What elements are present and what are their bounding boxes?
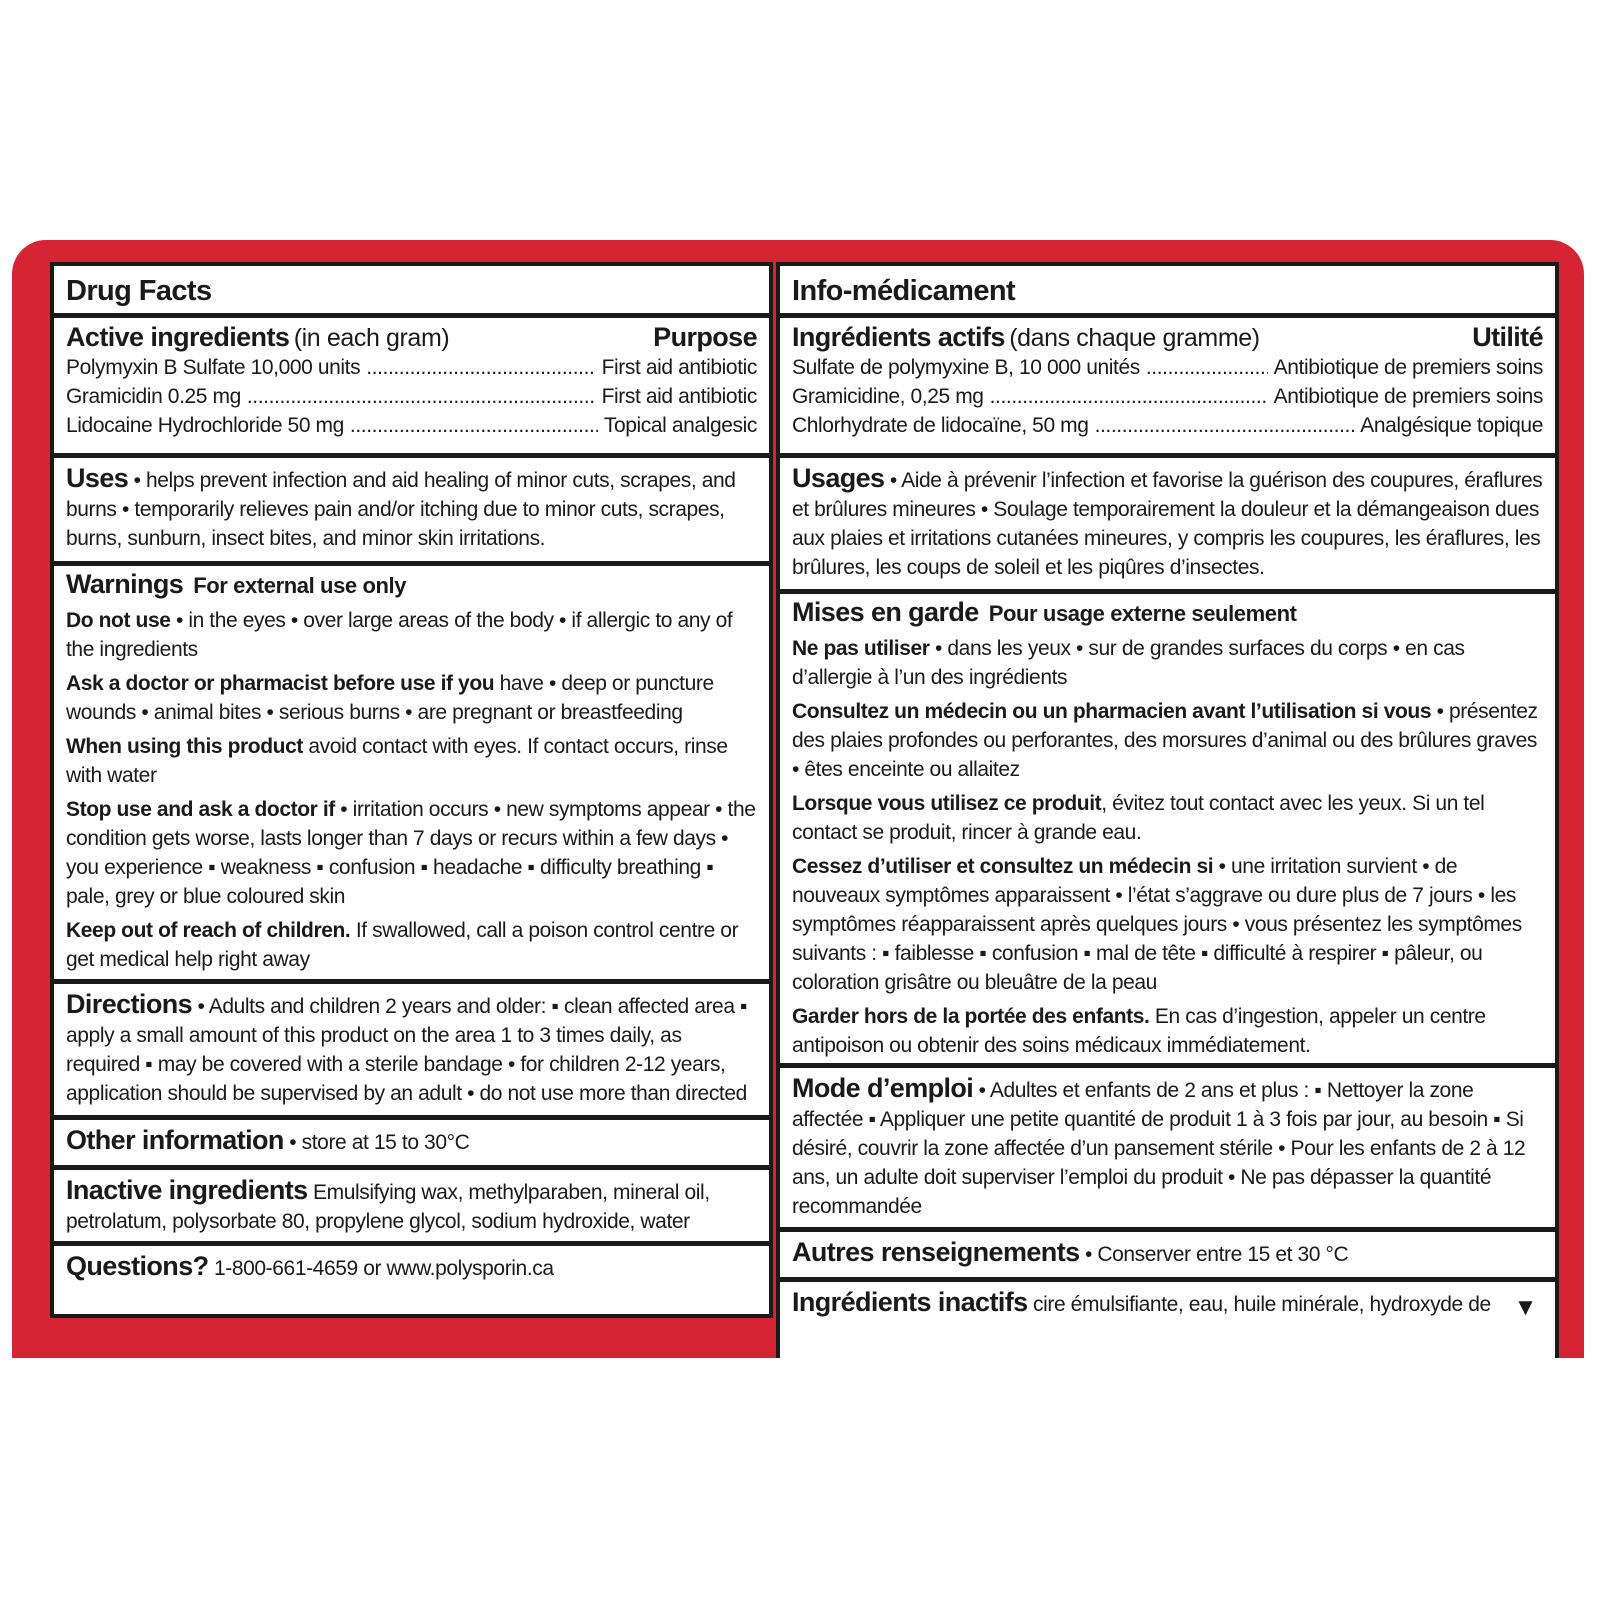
ingredient-name: Sulfate de polymyxine B, 10 000 unités — [792, 356, 1140, 379]
drug-facts-panel-fr — [776, 262, 1559, 1358]
directions-section — [54, 984, 769, 1120]
purpose-label: Purpose — [653, 322, 757, 352]
inactive-heading: Ingrédients inactifs — [792, 1287, 1028, 1317]
ingredient-row — [66, 411, 757, 440]
stop-use-label: Stop use and ask a doctor if — [66, 798, 335, 821]
questions-heading: Questions? — [66, 1251, 209, 1281]
inactive-ingredients-section — [54, 1170, 769, 1246]
other-text: • Conserver entre 15 et 30 °C — [1084, 1243, 1349, 1266]
do-not-use-text: • dans les yeux • sur de grandes surfaces du corps • en cas d’allergie à l’un des ingrédients — [792, 637, 1465, 689]
do-not-use-label: Ne pas utiliser — [792, 637, 930, 660]
purpose-label: Utilité — [1472, 322, 1543, 352]
other-heading: Other information — [66, 1125, 284, 1155]
warnings-section-fr — [780, 594, 1555, 1068]
warnings-heading: Mises en garde — [792, 597, 979, 627]
active-heading-note: (in each gram) — [293, 324, 450, 352]
warnings-section — [54, 566, 769, 984]
ingredient-name: Gramicidin 0.25 mg — [66, 385, 241, 408]
keep-out-text: En cas d’ingestion, appeler un centre antipoison ou obtenir des soins médicaux immédiatement. — [792, 1005, 1486, 1057]
other-text: • store at 15 to 30°C — [289, 1131, 470, 1154]
ingredient-purpose: Topical analgesic — [603, 414, 757, 437]
uses-section — [54, 458, 769, 566]
other-information-section — [54, 1120, 769, 1170]
ingredient-row — [66, 353, 757, 382]
ingredient-purpose: Antibiotique de premiers soins — [1273, 356, 1543, 379]
when-using-label: Lorsque vous utilisez ce produit — [792, 792, 1102, 815]
title-section-fr — [780, 266, 1555, 318]
active-heading: Ingrédients actifs — [792, 322, 1005, 352]
other-information-section-fr — [780, 1232, 1555, 1282]
package-back — [12, 240, 1584, 1358]
warnings-heading: Warnings — [66, 569, 184, 599]
directions-text: • Adultes et enfants de 2 ans et plus : ▪ Nettoyer la zone affectée ▪ Appliquer une petite quantité de produit 1 à 3 fois par jour, au besoin ▪ Si désiré, couvrir la zone affectée d’un pansement stérile • Pour les enfants de 2 à 12 ans, un adulte doit superviser l’emploi du produit • Ne pas dépasser la quantité recommandée — [792, 1079, 1526, 1218]
ingredient-row — [792, 382, 1543, 411]
continue-arrow-icon: ▼ — [1513, 1294, 1537, 1321]
ingredient-row — [792, 411, 1543, 440]
uses-text: • Aide à prévenir l’infection et favorise la guérison des coupures, éraflures et brûlures mineures • Soulage temporairement la douleur et la démangeaison dues aux plaies et irritations cutanées mineures, y compris les coupures, les éraflures, les brûlures, les coups de soleil et les piqûres d’insectes. — [792, 469, 1543, 579]
other-heading: Autres renseignements — [792, 1237, 1080, 1267]
title-section-en — [54, 266, 769, 318]
drug-facts-panel-en — [50, 262, 773, 1318]
keep-out-text: If swallowed, call a poison control centre or get medical help right away — [66, 919, 739, 971]
active-ingredients-section — [54, 318, 769, 458]
ingredient-name: Chlorhydrate de lidocaïne, 50 mg — [792, 414, 1089, 437]
warnings-subheading: For external use only — [193, 573, 407, 598]
keep-out-label: Keep out of reach of children. — [66, 919, 351, 942]
stop-use-label: Cessez d’utiliser et consultez un médecin si — [792, 855, 1214, 878]
panel-title: Drug Facts — [66, 275, 212, 307]
inactive-heading: Inactive ingredients — [66, 1175, 308, 1205]
directions-text: • Adults and children 2 years and older: ▪ clean affected area ▪ apply a small amount of this product on the area 1 to 3 times daily, as required ▪ may be covered with a sterile bandage • for children 2-12 years, application should be supervised by an adult • do not use more than directed — [66, 995, 748, 1105]
when-using-label: When using this product — [66, 735, 303, 758]
ingredient-name: Gramicidine, 0,25 mg — [792, 385, 984, 408]
uses-heading: Usages — [792, 463, 885, 493]
warnings-subheading: Pour usage externe seulement — [988, 601, 1297, 626]
when-using-text: , évitez tout contact avec les yeux. Si un tel contact se produit, rincer à grande eau. — [792, 792, 1485, 844]
stop-use-text: • irritation occurs • new symptoms appear • the condition gets worse, lasts longer than 7 days or recurs within a few days • you experience ▪ weakness ▪ confusion ▪ headache ▪ difficulty breathing ▪ pale, grey or blue coloured skin — [66, 798, 756, 908]
stop-use-text: • une irritation survient • de nouveaux symptômes apparaissent • l’état s’aggrave ou dure plus de 7 jours • les symptômes réapparaissent après quelques jours • vous présentez les symptômes suivants : ▪ faiblesse ▪ confusion ▪ mal de tête ▪ difficulté à respirer ▪ pâleur, ou coloration grisâtre ou bleuâtre de la peau — [792, 855, 1522, 994]
questions-section — [54, 1246, 769, 1300]
uses-heading: Uses — [66, 463, 129, 493]
ask-doctor-text: • présentez des plaies profondes ou perforantes, des morsures d’animal ou des brûlures graves • êtes enceinte ou allaitez — [792, 700, 1538, 781]
questions-text: 1-800-661-4659 or www.polysporin.ca — [213, 1257, 554, 1280]
ingredient-purpose: Antibiotique de premiers soins — [1273, 385, 1543, 408]
when-using-text: avoid contact with eyes. If contact occurs, rinse with water — [66, 735, 728, 787]
ask-doctor-text: have • deep or puncture wounds • animal bites • serious burns • are pregnant or breastfeeding — [66, 672, 714, 724]
active-heading: Active ingredients — [66, 322, 290, 352]
active-ingredients-section-fr — [780, 318, 1555, 458]
ingredient-row — [792, 353, 1543, 382]
active-heading-note: (dans chaque gramme) — [1009, 324, 1260, 352]
inactive-text: Emulsifying wax, methylparaben, mineral oil, petrolatum, polysorbate 80, propylene glycol, sodium hydroxide, water — [66, 1181, 710, 1233]
directions-section-fr — [780, 1068, 1555, 1232]
inactive-ingredients-section-fr — [780, 1282, 1555, 1342]
ingredient-purpose: First aid antibiotic — [601, 356, 757, 379]
do-not-use-label: Do not use — [66, 609, 171, 632]
ingredient-purpose: First aid antibiotic — [601, 385, 757, 408]
do-not-use-text: • in the eyes • over large areas of the body • if allergic to any of the ingredients — [66, 609, 733, 661]
ingredient-name: Lidocaine Hydrochloride 50 mg — [66, 414, 344, 437]
keep-out-label: Garder hors de la portée des enfants. — [792, 1005, 1150, 1028]
panel-title: Info-médicament — [792, 275, 1016, 307]
ask-doctor-label: Consultez un médecin ou un pharmacien avant l’utilisation si vous — [792, 700, 1432, 723]
ingredient-purpose: Analgésique topique — [1360, 414, 1543, 437]
ingredient-row — [66, 382, 757, 411]
ingredient-name: Polymyxin B Sulfate 10,000 units — [66, 356, 361, 379]
ask-doctor-label: Ask a doctor or pharmacist before use if you — [66, 672, 495, 695]
uses-text: • helps prevent infection and aid healing of minor cuts, scrapes, and burns • temporarily relieves pain and/or itching due to minor cuts, scrapes, burns, sunburn, insect bites, and minor skin irritations. — [66, 469, 736, 550]
uses-section-fr — [780, 458, 1555, 594]
directions-heading: Directions — [66, 989, 193, 1019]
inactive-text: cire émulsifiante, eau, huile minérale, hydroxyde de — [1033, 1293, 1491, 1316]
directions-heading: Mode d’emploi — [792, 1073, 974, 1103]
